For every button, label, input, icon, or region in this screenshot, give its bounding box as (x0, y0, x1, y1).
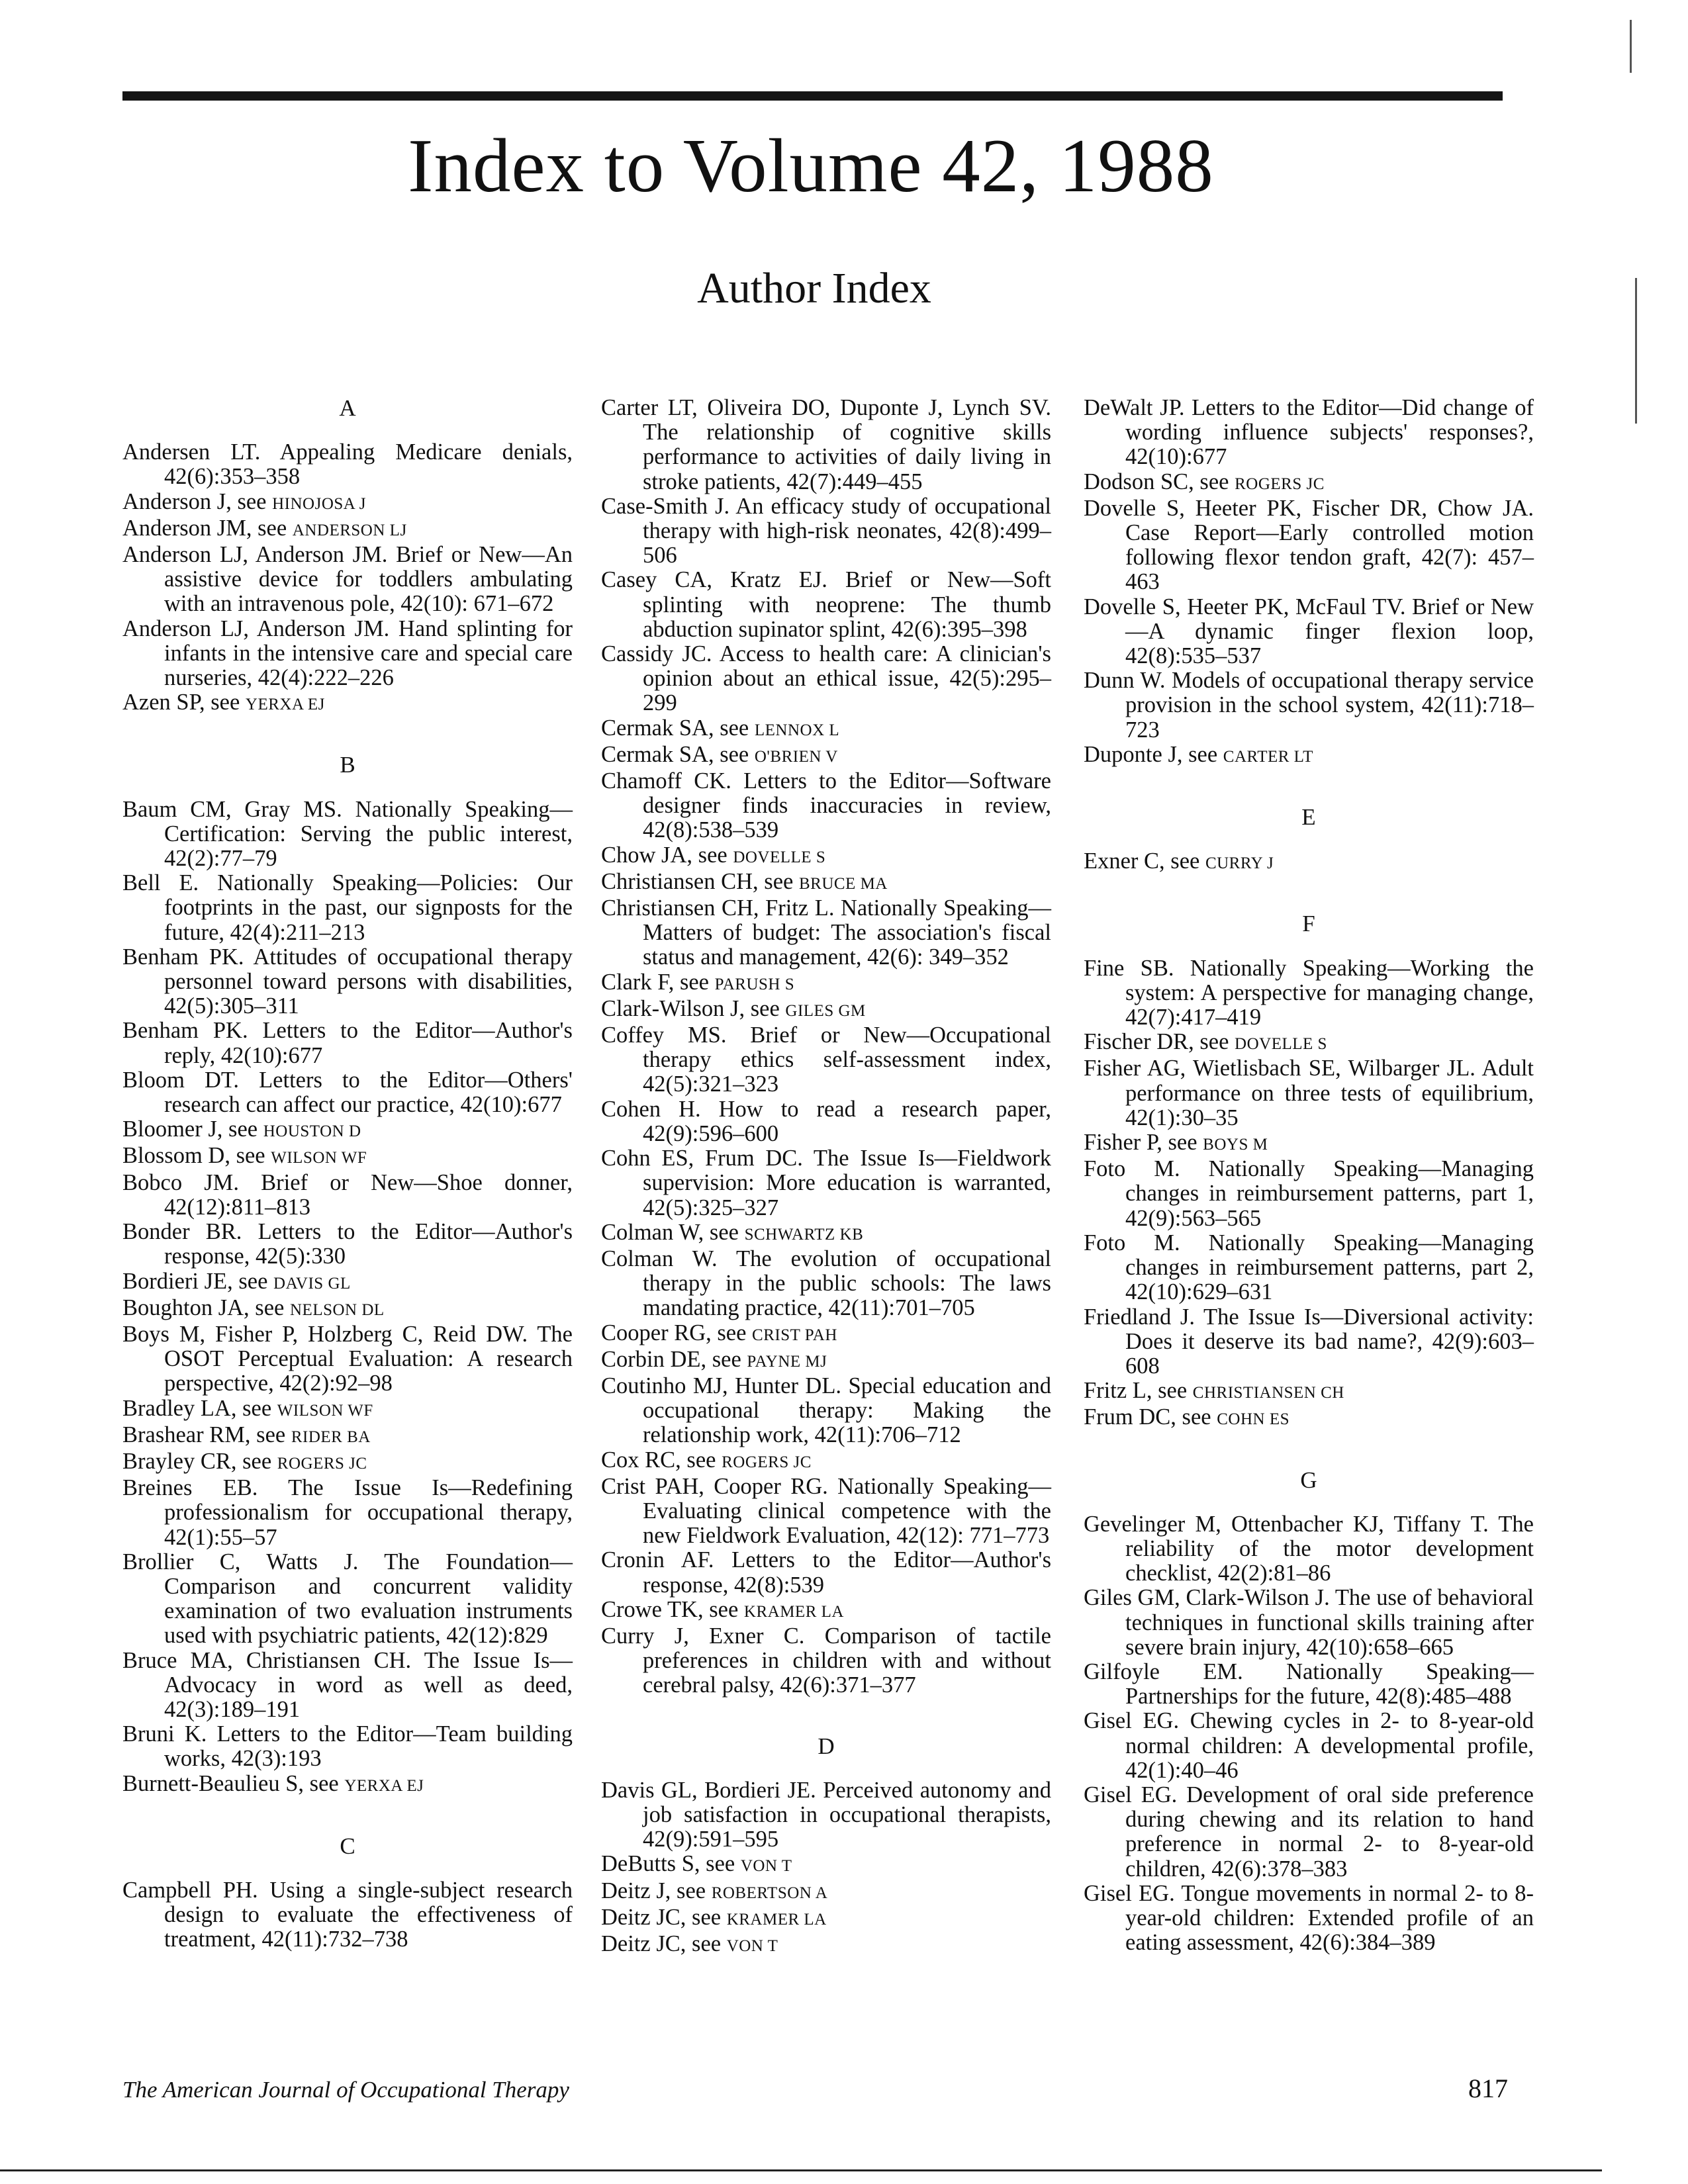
cross-reference-entry (1084, 470, 1534, 496)
index-entry: Curry J, Exner C. Comparison of tactile preferences in children with and without cerebral palsy, 42(6):371–377 (601, 1623, 1051, 1698)
index-entry: Cassidy JC. Access to health care: A clinician's opinion about an ethical issue, 42(5):295–299 (601, 641, 1051, 716)
cross-reference-target: YERXA EJ (344, 1776, 424, 1795)
section-letter-heading: C (340, 1833, 355, 1859)
index-entry: Gevelinger M, Ottenbacher KJ, Tiffany T. The reliability of the motor development checklist, 42(2):81–86 (1084, 1511, 1534, 1586)
index-entry: Bruce MA, Christiansen CH. The Issue Is—Advocacy in word as well as deed, 42(3):189–191 (122, 1647, 573, 1722)
index-entry: Bell E. Nationally Speaking—Policies: Our footprints in the past, our signposts for the future, 42(4):211–213 (122, 870, 573, 945)
cross-reference-author: Bloomer J, see (122, 1116, 258, 1142)
cross-reference-target: ANDERSON LJ (292, 521, 407, 539)
cross-reference-author: DeButts S, see (601, 1851, 735, 1877)
cross-reference-author: Fisher P, see (1084, 1130, 1197, 1156)
cross-reference-target: COHN ES (1217, 1410, 1290, 1429)
cross-reference-target: ROGERS JC (722, 1453, 812, 1471)
cross-reference-target: O'BRIEN V (754, 747, 838, 766)
index-column-1 (122, 396, 573, 1952)
cross-reference-entry (601, 1448, 1051, 1475)
cross-reference-entry (122, 516, 573, 543)
cross-reference-author: Cermak SA, see (601, 715, 749, 741)
index-entry: Coutinho MJ, Hunter DL. Special education and occupational therapy: Making the relationship work, 42(11):706–712 (601, 1373, 1051, 1448)
index-column-3 (1084, 396, 1534, 1955)
cross-reference-author: Chow JA, see (601, 842, 727, 868)
cross-reference-entry (122, 1449, 573, 1476)
index-entry: Giles GM, Clark-Wilson J. The use of behavioral techniques in functional skills training after severe brain injury, 42(10):658–665 (1084, 1585, 1534, 1660)
cross-reference-entry (1084, 1379, 1534, 1405)
cross-reference-author: Fritz L, see (1084, 1378, 1188, 1404)
cross-reference-target: CHRISTIANSEN CH (1192, 1384, 1344, 1402)
index-entry: Coffey MS. Brief or New—Occupational therapy ethics self-assessment index, 42(5):321–323 (601, 1023, 1051, 1097)
cross-reference-author: Duponte J, see (1084, 741, 1218, 767)
index-entry: Gisel EG. Tongue movements in normal 2- to 8-year-old children: Extended profile of an eating assessment, 42(6):384–389 (1084, 1880, 1534, 1956)
cross-reference-target: BRUCE MA (798, 874, 888, 893)
cross-reference-entry (601, 1932, 1051, 1958)
cross-reference-author: Exner C, see (1084, 848, 1200, 874)
index-entry: Casey CA, Kratz EJ. Brief or New—Soft splinting with neoprene: The thumb abduction supinator splint, 42(6):395–398 (601, 567, 1051, 642)
cross-reference-entry (1084, 1405, 1534, 1432)
cross-reference-author: Bordieri JE, see (122, 1268, 268, 1294)
cross-reference-target: PARUSH S (714, 975, 795, 993)
index-entry: Benham PK. Letters to the Editor—Author's reply, 42(10):677 (122, 1018, 573, 1068)
cross-reference-author: Burnett-Beaulieu S, see (122, 1770, 339, 1796)
cross-reference-author: Fischer DR, see (1084, 1029, 1229, 1055)
index-entry: Andersen LT. Appealing Medicare denials, 42(6):353–358 (122, 439, 573, 490)
cross-reference-entry (1084, 1030, 1534, 1056)
cross-reference-author: Azen SP, see (122, 690, 240, 715)
cross-reference-author: Deitz J, see (601, 1878, 706, 1903)
index-entry: Fine SB. Nationally Speaking—Working the system: A perspective for managing change, 42(7):417–419 (1084, 955, 1534, 1030)
cross-reference-target: VON T (726, 1936, 778, 1955)
cross-reference-entry (122, 690, 573, 717)
index-entry: Cohen H. How to read a research paper, 42(9):596–600 (601, 1096, 1051, 1146)
cross-reference-entry (122, 1296, 573, 1322)
cross-reference-target: GILES GM (785, 1001, 866, 1020)
cross-reference-entry (1084, 1130, 1534, 1157)
cross-reference-author: Anderson JM, see (122, 515, 287, 541)
cross-reference-target: DOVELLE S (1235, 1035, 1327, 1054)
cross-reference-target: CARTER LT (1223, 747, 1313, 766)
cross-reference-target: DOVELLE S (733, 848, 826, 866)
cross-reference-author: Anderson J, see (122, 488, 267, 514)
cross-reference-target: RIDER BA (291, 1428, 371, 1446)
page-number: 817 (1468, 2073, 1508, 2103)
index-entry: Dovelle S, Heeter PK, McFaul TV. Brief or New—A dynamic finger flexion loop, 42(8):535–537 (1084, 594, 1534, 669)
cross-reference-entry (601, 1220, 1051, 1247)
cross-reference-author: Cermak SA, see (601, 741, 749, 767)
cross-reference-entry (601, 1879, 1051, 1905)
index-column-2 (601, 396, 1051, 1958)
index-entry: Benham PK. Attitudes of occupational therapy personnel toward persons with disabilities, 42(5):305–311 (122, 944, 573, 1019)
cross-reference-entry (601, 870, 1051, 896)
footer-journal-name: The American Journal of Occupational Therapy (122, 2077, 569, 2103)
index-entry: Bobco JM. Brief or New—Shoe donner, 42(12):811–813 (122, 1169, 573, 1220)
cross-reference-author: Brayley CR, see (122, 1448, 272, 1474)
cross-reference-target: ROGERS JC (1235, 475, 1325, 493)
top-rule (122, 91, 1503, 101)
cross-reference-entry (122, 1772, 573, 1798)
cross-reference-entry (122, 1396, 573, 1423)
cross-reference-target: DAVIS GL (273, 1274, 351, 1293)
cross-reference-target: WILSON WF (277, 1401, 373, 1420)
cross-reference-entry (122, 1144, 573, 1170)
cross-reference-target: WILSON WF (271, 1149, 367, 1167)
section-letter-heading: F (1302, 911, 1315, 937)
cross-reference-author: Blossom D, see (122, 1143, 265, 1169)
cross-reference-target: YERXA EJ (245, 696, 325, 714)
cross-reference-entry (601, 843, 1051, 870)
cross-reference-target: HOUSTON D (263, 1122, 361, 1141)
cross-reference-target: SCHWARTZ KB (744, 1225, 864, 1244)
index-entry: Gilfoyle EM. Nationally Speaking—Partnerships for the future, 42(8):485–488 (1084, 1659, 1534, 1709)
section-title: Author Index (697, 264, 931, 312)
cross-reference-target: CRIST PAH (752, 1326, 837, 1344)
cross-reference-target: NELSON DL (290, 1300, 385, 1319)
index-entry: Bruni K. Letters to the Editor—Team building works, 42(3):193 (122, 1721, 573, 1772)
index-entry: Anderson LJ, Anderson JM. Brief or New—An assistive device for toddlers ambulating with an intravenous pole, 42(10): 671–672 (122, 542, 573, 617)
cross-reference-target: KRAMER LA (726, 1910, 827, 1929)
cross-reference-target: LENNOX L (754, 721, 840, 739)
index-entry: Boys M, Fisher P, Holzberg C, Reid DW. The OSOT Perceptual Evaluation: A research perspective, 42(2):92–98 (122, 1321, 573, 1396)
scan-edge-mark (1635, 278, 1637, 424)
scan-edge-mark (1630, 20, 1632, 73)
cross-reference-entry (601, 1598, 1051, 1624)
index-entry: Friedland J. The Issue Is—Diversional activity: Does it deserve its bad name?, 42(9):603–608 (1084, 1304, 1534, 1379)
cross-reference-entry (601, 970, 1051, 997)
cross-reference-target: HINOJOSA J (272, 494, 366, 513)
index-entry: Dovelle S, Heeter PK, Fischer DR, Chow JA. Case Report—Early controlled motion following flexor tendon graft, 42(7): 457–463 (1084, 495, 1534, 595)
cross-reference-entry (601, 743, 1051, 769)
index-entry: Gisel EG. Development of oral side preference during chewing and its relation to hand preference in normal 2- to 8-year-old children, 42(6):378–383 (1084, 1782, 1534, 1882)
index-entry: Cohn ES, Frum DC. The Issue Is—Fieldwork supervision: More education is warranted, 42(5):325–327 (601, 1146, 1051, 1220)
bottom-edge-line (0, 2169, 1602, 2171)
cross-reference-author: Clark F, see (601, 969, 709, 995)
cross-reference-author: Crowe TK, see (601, 1596, 739, 1622)
index-entry: Anderson LJ, Anderson JM. Hand splinting for infants in the intensive care and special care nurseries, 42(4):222–226 (122, 615, 573, 691)
section-letter-heading: D (818, 1733, 835, 1759)
index-entry: Campbell PH. Using a single-subject research design to evaluate the effectiveness of treatment, 42(11):732–738 (122, 1877, 573, 1952)
cross-reference-target: ROBERTSON A (711, 1884, 828, 1902)
cross-reference-target: PAYNE MJ (747, 1352, 827, 1371)
section-letter-heading: B (340, 752, 355, 778)
cross-reference-entry (1084, 743, 1534, 769)
cross-reference-entry (601, 1321, 1051, 1347)
cross-reference-target: ROGERS JC (277, 1454, 367, 1473)
cross-reference-author: Dodson SC, see (1084, 469, 1229, 494)
index-entry: Davis GL, Bordieri JE. Perceived autonomy and job satisfaction in occupational therapists, 42(9):591–595 (601, 1777, 1051, 1852)
cross-reference-author: Deitz JC, see (601, 1931, 722, 1956)
index-entry: Foto M. Nationally Speaking—Managing changes in reimbursement patterns, part 2, 42(10):629–631 (1084, 1230, 1534, 1305)
cross-reference-entry (122, 1423, 573, 1449)
cross-reference-author: Brashear RM, see (122, 1422, 286, 1447)
cross-reference-entry (1084, 849, 1534, 876)
index-entry: DeWalt JP. Letters to the Editor—Did change of wording influence subjects' responses?, 42(10):677 (1084, 395, 1534, 470)
index-entry: Dunn W. Models of occupational therapy service provision in the school system, 42(11):718–723 (1084, 668, 1534, 743)
page-title: Index to Volume 42, 1988 (408, 124, 1214, 208)
index-entry: Chamoff CK. Letters to the Editor—Software designer finds inaccuracies in review, 42(8):538–539 (601, 768, 1051, 843)
cross-reference-target: CURRY J (1205, 854, 1274, 873)
index-entry: Carter LT, Oliveira DO, Duponte J, Lynch SV. The relationship of cognitive skills performance to activities of daily living in stroke patients, 42(7):449–455 (601, 395, 1051, 494)
cross-reference-author: Deitz JC, see (601, 1904, 722, 1930)
cross-reference-target: VON T (740, 1857, 792, 1876)
cross-reference-entry (601, 997, 1051, 1023)
index-entry: Christiansen CH, Fritz L. Nationally Speaking—Matters of budget: The association's fiscal status and management, 42(6): 349–352 (601, 895, 1051, 970)
cross-reference-entry (122, 1269, 573, 1296)
index-entry: Case-Smith J. An efficacy study of occupational therapy with high-risk neonates, 42(8):499–506 (601, 493, 1051, 569)
cross-reference-author: Bradley LA, see (122, 1395, 272, 1421)
cross-reference-entry (122, 1117, 573, 1144)
index-entry: Cronin AF. Letters to the Editor—Author's response, 42(8):539 (601, 1547, 1051, 1598)
cross-reference-author: Corbin DE, see (601, 1346, 741, 1372)
index-entry: Bonder BR. Letters to the Editor—Author's response, 42(5):330 (122, 1219, 573, 1269)
section-letter-heading: G (1300, 1467, 1317, 1493)
index-entry: Brollier C, Watts J. The Foundation—Comparison and concurrent validity examination of two evaluation instruments used with psychiatric patients, 42(12):829 (122, 1549, 573, 1649)
cross-reference-entry (601, 716, 1051, 743)
cross-reference-target: BOYS M (1203, 1136, 1268, 1154)
cross-reference-author: Frum DC, see (1084, 1404, 1211, 1430)
section-letter-heading: E (1301, 804, 1316, 831)
index-entry: Breines EB. The Issue Is—Redefining professionalism for occupational therapy, 42(1):55–57 (122, 1475, 573, 1550)
cross-reference-entry (601, 1852, 1051, 1878)
index-entry: Baum CM, Gray MS. Nationally Speaking—Certification: Serving the public interest, 42(2):77–79 (122, 796, 573, 872)
index-entry: Gisel EG. Chewing cycles in 2- to 8-year-old normal children: A developmental profile, 42(1):40–46 (1084, 1708, 1534, 1783)
cross-reference-entry (601, 1347, 1051, 1374)
cross-reference-author: Boughton JA, see (122, 1295, 285, 1320)
cross-reference-author: Colman W, see (601, 1219, 739, 1245)
cross-reference-author: Cooper RG, see (601, 1320, 747, 1345)
index-entry: Foto M. Nationally Speaking—Managing changes in reimbursement patterns, part 1, 42(9):563–565 (1084, 1156, 1534, 1231)
index-entry: Colman W. The evolution of occupational therapy in the public schools: The laws mandating practice, 42(11):701–705 (601, 1246, 1051, 1321)
section-letter-heading: A (339, 395, 356, 421)
cross-reference-author: Christiansen CH, see (601, 868, 794, 894)
cross-reference-target: KRAMER LA (743, 1602, 844, 1621)
cross-reference-author: Clark-Wilson J, see (601, 995, 780, 1021)
cross-reference-entry (122, 490, 573, 516)
index-entry: Fisher AG, Wietlisbach SE, Wilbarger JL. Adult performance on three tests of equilibrium, 42(1):30–35 (1084, 1056, 1534, 1130)
index-entry: Bloom DT. Letters to the Editor—Others' research can affect our practice, 42(10):677 (122, 1067, 573, 1118)
cross-reference-author: Cox RC, see (601, 1447, 716, 1473)
index-entry: Crist PAH, Cooper RG. Nationally Speaking—Evaluating clinical competence with the new Fieldwork Evaluation, 42(12): 771–773 (601, 1473, 1051, 1549)
cross-reference-entry (601, 1905, 1051, 1932)
